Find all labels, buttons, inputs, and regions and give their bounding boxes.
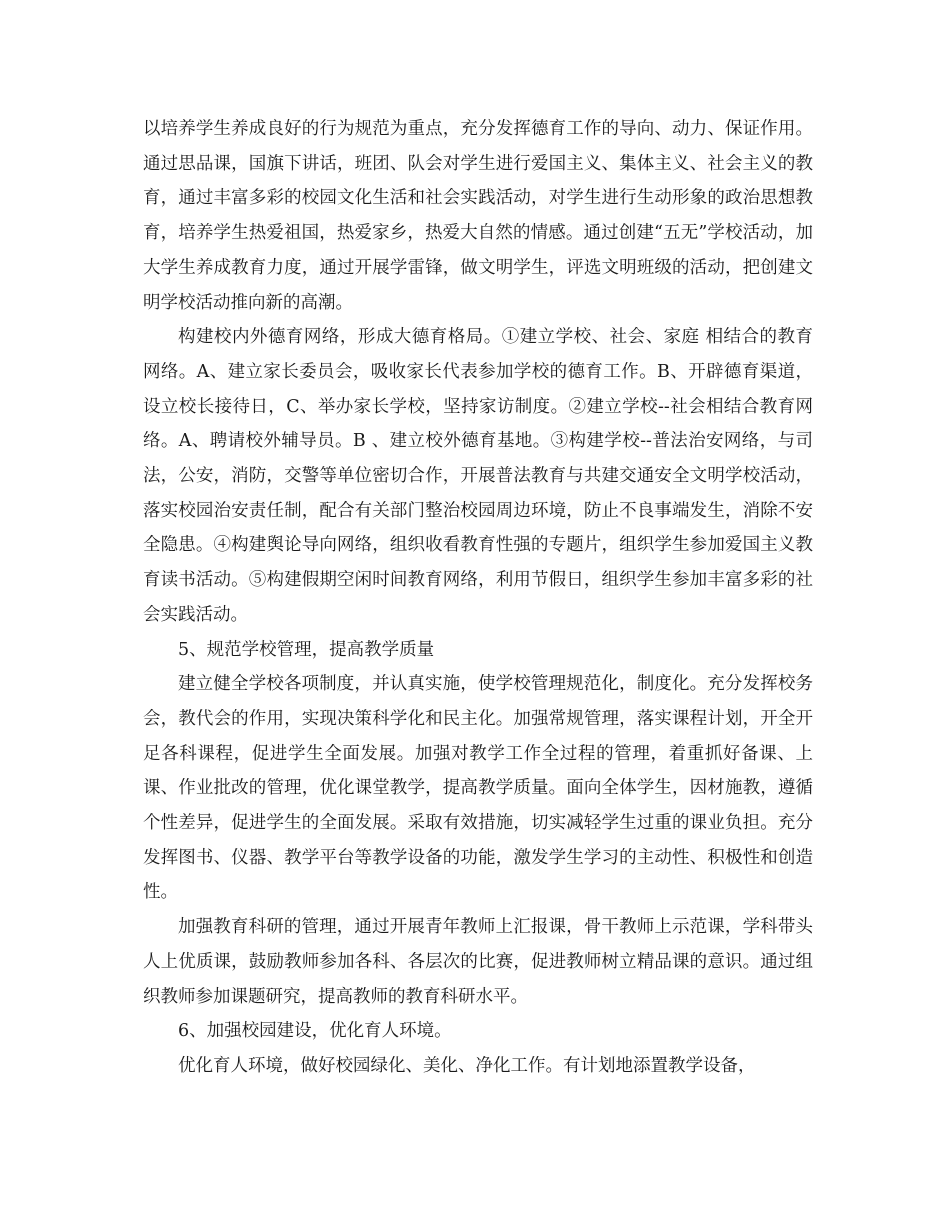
document-body — [143, 112, 813, 1084]
section-heading-6: 6、加强校园建设，优化育人环境。 — [178, 1021, 452, 1042]
paragraph-school-management: 建立健全学校各项制度，并认真实施，使学校管理规范化，制度化。充分发挥校务会，教代会的作用，实现决策科学化和民主化。加强常规管理，落实课程计划，开全开足各科课程，促进学生全面发展。加强对教学工作全过程的管理，着重抓好备课、上课、作业批改的管理，优化课堂教学，提高教学质量。面向全体学生，因材施教，遵循个性差异，促进学生的全面发展。采取有效措施，切实减轻学生过重的课业负担。充分发挥图书、仪器、教学平台等教学设备的功能，激发学生学习的主动性、积极性和创造性。 — [143, 674, 813, 903]
section-heading-5: 5、规范学校管理，提高教学质量 — [178, 639, 435, 660]
paragraph-moral-education-focus: 以培养学生养成良好的行为规范为重点，充分发挥德育工作的导向、动力、保证作用。通过思品课，国旗下讲话，班团、队会对学生进行爱国主义、集体主义、社会主义的教育，通过丰富多彩的校园文化生活和社会实践活动，对学生进行生动形象的政治思想教育，培养学生热爱祖国，热爱家乡，热爱大自然的情感。通过创建“五无”学校活动，加大学生养成教育力度，通过开展学雷锋，做文明学生，评选文明班级的活动，把创建文明学校活动推向新的高潮。 — [143, 119, 813, 313]
paragraph-campus-environment: 优化育人环境，做好校园绿化、美化、净化工作。有计划地添置教学设备， — [178, 1055, 756, 1076]
paragraph-education-research: 加强教育科研的管理，通过开展青年教师上汇报课，骨干教师上示范课，学科带头人上优质课，鼓励教师参加各科、各层次的比赛，促进教师树立精品课的意识。通过组织教师参加课题研究，提高教师的教育科研水平。 — [143, 917, 813, 1007]
paragraph-moral-education-network: 构建校内外德育网络，形成大德育格局。①建立学校、社会、家庭 相结合的教育网络。A、建立家长委员会，吸收家长代表参加学校的德育工作。B、开辟德育渠道，设立校长接待日，C、举办家长学校，坚持家访制度。②建立学校--社会相结合教育网络。A、聘请校外辅导员。B 、建立校外德育基地。③构建学校--普法治安网络，与司法，公安，消防，交警等单位密切合作，开展普法教育与共建交通安全文明学校活动，落实校园治安责任制，配合有关部门整治校园周边环境，防止不良事端发生，消除不安全隐患。④构建舆论导向网络，组织收看教育性强的专题片，组织学生参加爱国主义教育读书活动。⑤构建假期空闲时间教育网络，利用节假日，组织学生参加丰富多彩的社会实践活动。 — [143, 327, 813, 625]
